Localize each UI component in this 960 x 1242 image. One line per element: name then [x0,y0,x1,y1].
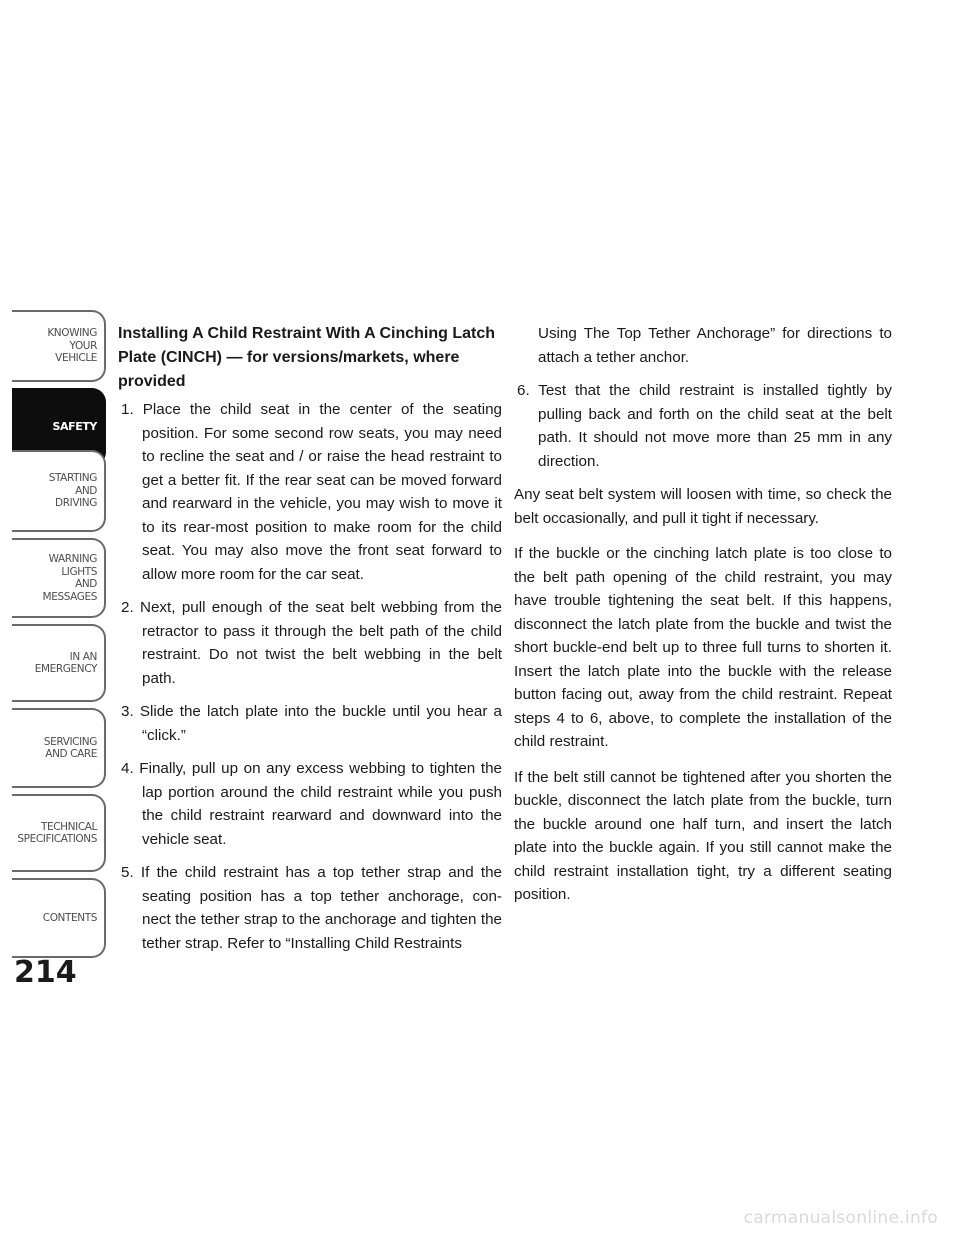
body-paragraph: If the buckle or the cinching latch plate is too close to the belt path opening of the child restraint, you may have trouble tightening the seat belt. If this happens, disconnect the latch plate from the buckle and twist the short buckle-end belt up to three full turns to shorten it. Insert the latch plate into the buckle with the release button facing out, away from the child restraint. Repeat steps 4 to 6, above, to complete the installation of the child restraint. [514,545,892,750]
tab-technical-specifications[interactable] [12,794,106,872]
tab-in-an-emergency[interactable] [12,624,106,702]
tab-label-line: CONTENTS [42,911,97,924]
body-paragraph: Any seat belt system will loosen with time, so check the belt occasionally, and pull it tight if necessary. [514,486,892,527]
tab-label-line: SERVICING [43,735,97,748]
tab-label-line: SPECIFICATIONS [17,833,97,845]
step-item: 2. Next, pull enough of the seat belt webbing from the retractor to pass it through the belt path of the child restraint. Do not twist the belt webbing in the belt path. [121,599,502,687]
tab-label-line: WARNING [48,553,97,565]
tab-label-line: YOUR [69,339,97,352]
tab-label-line: VEHICLE [55,352,97,365]
tab-label-line: AND CARE [45,748,97,760]
left-column [118,322,502,965]
body-paragraph: If the belt still cannot be tightened after you shorten the buckle, disconnect the latch plate from the buckle, turn the buckle around one half turn, and insert the latch plate into the buckle again. If you still cannot make the child restraint installation tight, try a different seating position. [514,768,892,903]
watermark-text: carmanualsonline.info [743,1208,938,1228]
tab-label-line: MESSAGES [42,590,97,603]
tab-label-line: EMERGENCY [34,663,97,675]
tab-label-line: TECHNICAL [41,820,97,833]
step-item: 5. If the child restraint has a top tether strap and the seating position has a top tether anchorage, con- nect the tether strap to the anchorage and tighten the tether strap. Refer to “Installing Child Restraints [121,864,502,952]
tab-label-line: DRIVING [55,497,97,510]
page-number: 214 [14,955,77,990]
step-item: 4. Finally, pull up on any excess webbing to tighten the lap portion around the child restraint while you push the child restraint rearward and downward into the vehicle seat. [121,760,502,848]
tab-label-line: KNOWING [47,327,97,340]
step-continuation: Using The Top Tether Anchorage” for directions to attach a tether anchor. [538,325,892,366]
tab-label-line: SAFETY [52,419,97,433]
tab-label-line: STARTING [48,472,97,485]
tab-knowing-your-vehicle[interactable] [12,310,106,382]
tab-contents[interactable] [12,878,106,958]
tab-starting-and-driving[interactable] [12,450,106,532]
step-item: 6. Test that the child restraint is installed tightly by pulling back and forth on the child seat at the belt path. It should not move more than 25 mm in any direction. [517,382,892,470]
tab-label-line: AND [75,578,97,590]
tab-label-line: LIGHTS [61,565,97,578]
step-item: 3. Slide the latch plate into the buckle until you hear a “click.” [121,703,502,744]
tab-label-line: AND [75,484,97,497]
step-item: 1. Place the child seat in the center of the seating position. For some second row seats, you may need to recline the seat and / or raise the head restraint to get a better fit. If the rear seat can be moved forward and rearward in the vehicle, you may wish to move it to its rear-most position to make room for the child seat. You may also move the front seat forward to allow more room for the car seat. [121,401,502,583]
tab-warning-lights-and-messages[interactable] [12,538,106,618]
right-column [514,322,892,919]
section-heading: Installing A Child Restraint With A Cinching Latch Plate (CINCH) — for versions/markets, where provided [118,325,496,390]
tab-label-line: IN AN [69,650,97,663]
tab-servicing-and-care[interactable] [12,708,106,788]
